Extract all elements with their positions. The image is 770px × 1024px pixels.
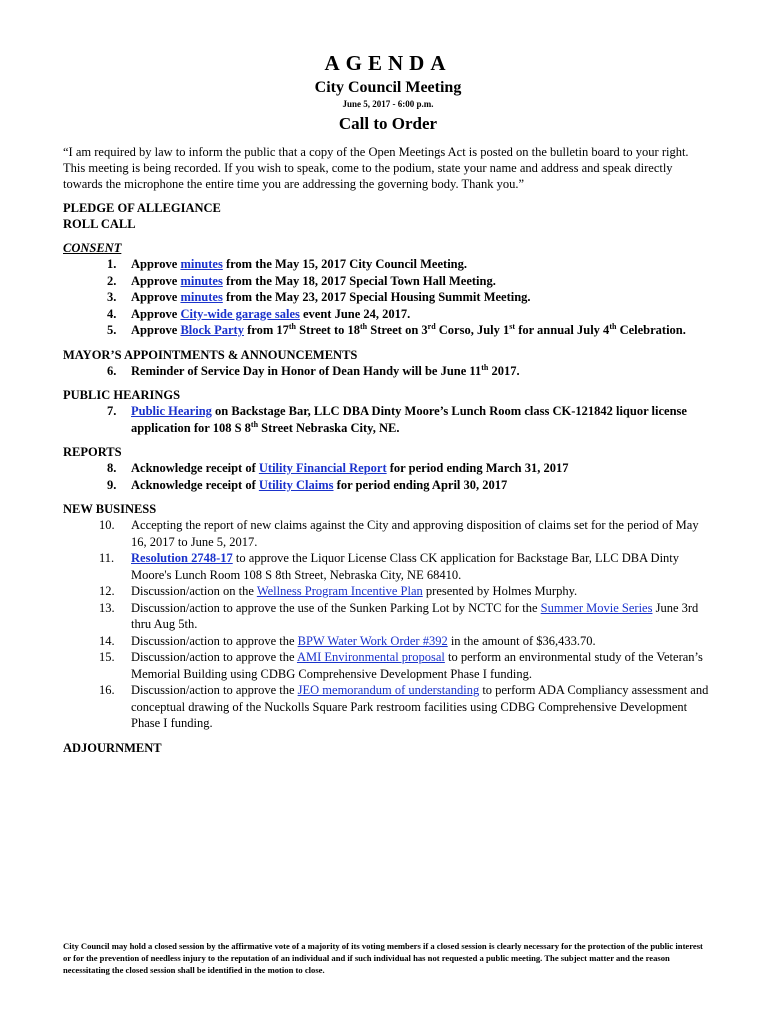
- mayor-heading: MAYOR’S APPOINTMENTS & ANNOUNCEMENTS: [63, 347, 358, 362]
- item-number: 8.: [107, 461, 117, 475]
- item-text: Acknowledge receipt of: [131, 477, 259, 492]
- block-party-link[interactable]: Block Party: [180, 323, 244, 337]
- garage-sales-link[interactable]: City-wide garage sales: [180, 306, 300, 321]
- item-text: Discussion/action to approve the: [131, 683, 298, 697]
- ordinal-suffix: th: [481, 362, 489, 372]
- resolution-link[interactable]: Resolution 2748-17: [131, 551, 233, 565]
- item-text: 2017.: [488, 363, 520, 378]
- item-text: for period ending March 31, 2017: [386, 461, 569, 475]
- item-number: 7.: [107, 404, 117, 418]
- hearings-heading: PUBLIC HEARINGS: [63, 388, 181, 402]
- item-text: event June 24, 2017.: [299, 306, 411, 321]
- item-text: Discussion/action to approve the use of the Sunken Parking Lot by NCTC for the: [131, 600, 541, 615]
- reports-list: [63, 460, 713, 493]
- report-item-9: [63, 477, 713, 494]
- item-text: Discussion/action to approve the: [131, 633, 298, 648]
- agenda-document: [63, 50, 713, 756]
- ordinal-suffix: th: [250, 419, 259, 429]
- item-number: 13.: [99, 600, 115, 615]
- item-text: from the May 23, 2017 Special Housing Summit Meeting.: [222, 290, 531, 304]
- call-to-order-heading: Call to Order: [338, 114, 438, 133]
- item-number: 6.: [107, 363, 117, 378]
- item-number: 3.: [107, 290, 117, 304]
- new-business-item-16: [63, 682, 713, 732]
- item-text: Discussion/action to approve the: [131, 650, 297, 664]
- meeting-name: City Council Meeting: [314, 79, 462, 96]
- item-number: 2.: [107, 273, 117, 288]
- ordinal-suffix: st: [509, 321, 516, 331]
- item-text: Approve: [131, 257, 181, 271]
- item-text: Reminder of Service Day in Honor of Dean Handy will be June 11: [131, 363, 482, 378]
- item-text: Street Nebraska City, NE.: [258, 420, 400, 435]
- item-text: Approve: [131, 306, 181, 321]
- item-text: for annual July 4: [515, 323, 610, 337]
- ordinal-suffix: th: [360, 321, 368, 331]
- item-text: Discussion/action on the: [131, 584, 257, 598]
- roll-call-heading: ROLL CALL: [63, 217, 136, 231]
- new-business-item-11: [63, 550, 713, 583]
- item-text: Approve: [131, 290, 181, 304]
- item-text: Street on 3: [367, 323, 428, 337]
- item-number: 15.: [99, 650, 115, 664]
- new-business-item-14: [63, 633, 713, 650]
- item-text: to perform an environmental study of the Veteran’s Memorial Building using CDBG Comprehensive Development Phase I funding.: [131, 650, 703, 681]
- consent-item-3: [63, 289, 713, 306]
- item-text: in the amount of $36,433.70.: [447, 633, 596, 648]
- minutes-link-may-23[interactable]: minutes: [180, 290, 223, 304]
- item-text: from the May 15, 2017 City Council Meeting.: [222, 257, 467, 271]
- agenda-title: AGENDA: [324, 51, 452, 75]
- new-business-item-15: [63, 649, 713, 682]
- item-number: 11.: [99, 551, 115, 565]
- ordinal-suffix: rd: [427, 321, 436, 331]
- item-text: Corso, July 1: [435, 323, 510, 337]
- reports-heading: REPORTS: [63, 445, 122, 459]
- item-number: 12.: [99, 584, 115, 598]
- item-text: to approve the Liquor License Class CK application for Backstage Bar, LLC DBA Dinty Moore's Lunch Room 108 S 8th Street, Nebraska City, NE 68410.: [131, 551, 680, 582]
- consent-item-4: [63, 306, 713, 323]
- minutes-link-may-15[interactable]: minutes: [180, 257, 223, 271]
- public-hearing-link[interactable]: Public Hearing: [131, 404, 212, 418]
- consent-item-5: [63, 322, 713, 339]
- item-text: from the May 18, 2017 Special Town Hall Meeting.: [222, 273, 496, 288]
- item-text: Approve: [131, 273, 181, 288]
- item-text: Approve: [131, 323, 181, 337]
- mayor-list: [63, 363, 713, 380]
- utility-claims-link[interactable]: Utility Claims: [258, 477, 334, 492]
- agenda-header: [63, 50, 713, 134]
- summer-movie-series-link[interactable]: Summer Movie Series: [540, 600, 653, 615]
- intro-statement: “I am required by law to inform the public that a copy of the Open Meetings Act is posted on the bulletin board to your right. This meeting is being recorded. If you wish to speak, come to the podium, state your name and address and speak directly towards the microphone the entire time you are addressing the governing body. Thank you.”: [63, 145, 689, 191]
- consent-list: [63, 256, 713, 339]
- hearing-item-7: [63, 403, 713, 436]
- item-number: 4.: [107, 306, 117, 321]
- pledge-heading: PLEDGE OF ALLEGIANCE: [63, 201, 221, 215]
- item-number: 14.: [99, 633, 115, 648]
- item-number: 1.: [107, 257, 117, 271]
- item-text: from 17: [243, 323, 289, 337]
- new-business-item-10: [63, 517, 713, 550]
- item-text: on Backstage Bar, LLC DBA Dinty Moore’s Lunch Room class CK-121842 liquor license application for 108 S 8: [131, 404, 687, 435]
- item-text: for period ending April 30, 2017: [333, 477, 508, 492]
- item-text: June 3rd thru Aug 5th.: [131, 600, 699, 631]
- consent-heading: [63, 240, 713, 256]
- jeo-memorandum-link[interactable]: JEO memorandum of understanding: [297, 683, 480, 697]
- ordinal-suffix: th: [609, 321, 617, 331]
- report-item-8: [63, 460, 713, 477]
- new-business-item-13: [63, 600, 713, 633]
- item-number: 10.: [99, 518, 115, 532]
- consent-item-1: [63, 256, 713, 273]
- new-business-list: [63, 517, 713, 732]
- item-text: Accepting the report of new claims against the City and approving disposition of claims set for the period of May 16, 2017 to June 5, 2017.: [131, 518, 699, 549]
- item-text: presented by Holmes Murphy.: [422, 584, 578, 598]
- minutes-link-may-18[interactable]: minutes: [180, 273, 223, 288]
- adjournment-heading: ADJOURNMENT: [63, 740, 162, 755]
- mayor-item-6: [63, 363, 713, 380]
- bpw-work-order-link[interactable]: BPW Water Work Order #392: [297, 633, 448, 648]
- item-text: Acknowledge receipt of: [131, 461, 259, 475]
- ami-proposal-link[interactable]: AMI Environmental proposal: [296, 650, 445, 664]
- item-text: Celebration.: [616, 323, 686, 337]
- closed-session-notice: City Council may hold a closed session by the affirmative vote of a majority of its voting members if a closed session is clearly necessary for the protection of the public interest or for the prevention of needless injury to the reputation of an individual and if such individual has not requested a public meeting. The subject matter and the reason necessitating the closed session shall be identified in the motion to close.: [63, 941, 703, 975]
- ordinal-suffix: th: [288, 321, 297, 331]
- consent-item-2: [63, 273, 713, 290]
- item-text: to perform ADA Compliancy assessment and conceptual drawing of the Nuckolls Square Park restroom facilities using CDBG Comprehensive Development Phase I funding.: [131, 683, 709, 730]
- wellness-plan-link[interactable]: Wellness Program Incentive Plan: [256, 584, 423, 598]
- item-number: 5.: [107, 323, 117, 337]
- consent-label: CONSENT: [63, 241, 122, 255]
- item-text: Street to 18: [296, 323, 360, 337]
- item-number: 9.: [107, 477, 117, 492]
- utility-financial-report-link[interactable]: Utility Financial Report: [258, 461, 387, 475]
- new-business-heading: NEW BUSINESS: [63, 502, 157, 516]
- new-business-item-12: [63, 583, 713, 600]
- item-number: 16.: [99, 683, 115, 697]
- meeting-date: June 5, 2017 - 6:00 p.m.: [342, 99, 434, 109]
- hearings-list: [63, 403, 713, 436]
